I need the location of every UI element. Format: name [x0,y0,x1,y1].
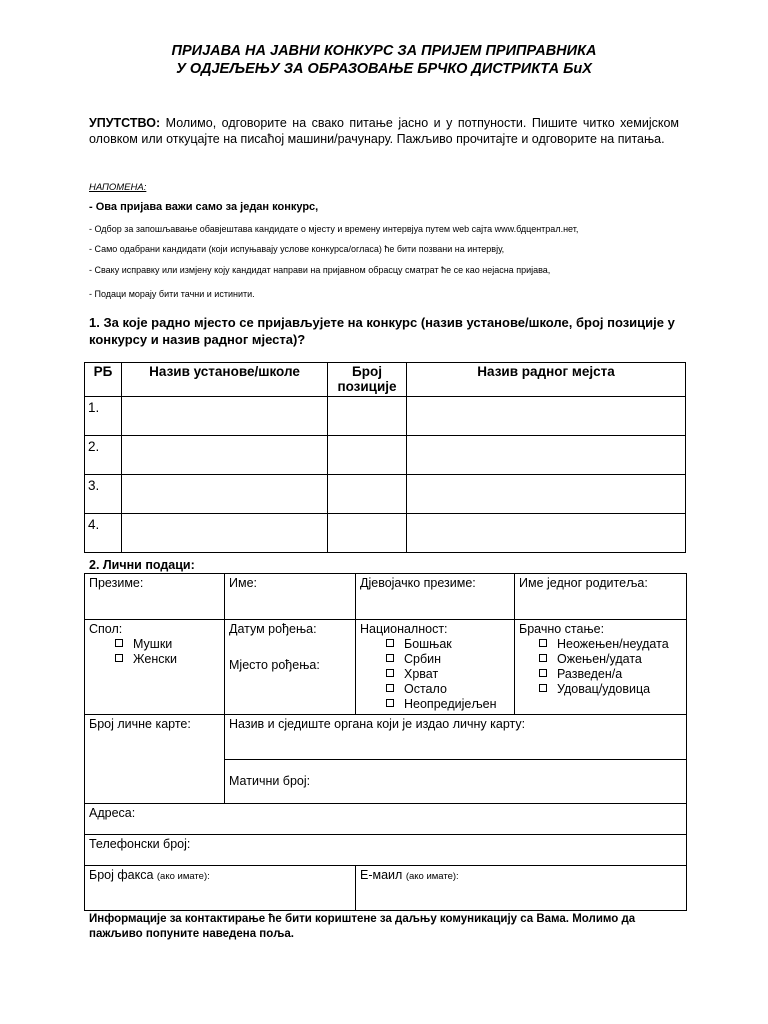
name-label: Име: [229,576,258,590]
jmbg-label: Матични број: [229,774,311,788]
instructions-label: УПУТСТВО: [89,116,161,130]
table-row [85,436,686,475]
personal-data-table [84,573,687,911]
address-field[interactable] [85,804,687,835]
marital-option[interactable] [519,682,682,697]
row-number: 2. [85,436,122,475]
name-field[interactable] [225,574,356,620]
col-header-job-title: Назив радног мејста [407,363,686,397]
marital-option[interactable] [519,637,682,652]
parent-name-label: Име једног родитеља: [519,576,648,590]
fax-field[interactable] [85,866,356,911]
institution-cell[interactable] [122,397,328,436]
email-field[interactable] [356,866,687,911]
checkbox[interactable] [539,684,547,692]
note-line-4: - Сваку исправку или измјену коју кандидат направи на пријавном обрасцу сматрат ће се као нејасна пријава, [89,265,551,275]
col-header-position-no: Број позиције [328,363,407,397]
nationality-option[interactable] [360,682,510,697]
nationality-option[interactable] [360,697,510,712]
checkbox[interactable] [386,699,394,707]
option-label: Разведен/а [557,667,623,681]
surname-label: Презиме: [89,576,144,590]
address-label: Адреса: [89,806,136,820]
job-title-cell[interactable] [407,475,686,514]
institution-cell[interactable] [122,436,328,475]
birth-date-label: Датум рођења: [229,622,317,636]
birth-place-label: Мјесто рођења: [229,658,320,672]
institution-cell[interactable] [122,514,328,553]
row-number: 3. [85,475,122,514]
note-line-2: - Одбор за запошљавање обавјештава кандидате о мјесту и времену интервјуа путем web сајта www.бдцентрал.нет, [89,224,579,234]
option-label: Србин [404,652,442,666]
checkbox[interactable] [539,669,547,677]
email-note: (ако имате): [405,871,459,882]
position-table [84,362,686,553]
institution-cell[interactable] [122,475,328,514]
nationality-option[interactable] [360,637,510,652]
position-no-cell[interactable] [328,475,407,514]
surname-field[interactable] [85,574,225,620]
nationality-option[interactable] [360,667,510,682]
note-line-3: - Само одабрани кандидати (који испуњавају услове конкурса/огласа) ће бити позвани на интервју, [89,244,505,254]
option-label: Бошњак [404,637,452,651]
question-2-heading: 2. Лични подаци: [89,558,195,572]
option-label: Остало [404,682,447,696]
fax-label: Број факса [89,868,154,882]
fax-note: (ако имате): [156,871,210,882]
note-line-1: - Ова пријава важи само за један конкурс, [89,201,319,213]
checkbox[interactable] [386,684,394,692]
phone-label: Телефонски број: [89,837,191,851]
instructions-text: Молимо, одговорите на свако питање јасно и у потпуности. Пишите читко хемијском оловком или откуцајте на писаћој машини/рачунару. Пажљиво прочитајте и одговорите на питања. [89,116,679,146]
col-header-rb: РБ [85,363,122,397]
marital-option[interactable] [519,652,682,667]
email-label: Е-маил [360,868,403,882]
option-label: Женски [133,652,177,666]
job-title-cell[interactable] [407,397,686,436]
checkbox[interactable] [115,654,123,662]
nationality-option[interactable] [360,652,510,667]
sex-field [85,620,225,715]
id-card-label: Број личне карте: [89,717,191,731]
checkbox[interactable] [539,639,547,647]
phone-field[interactable] [85,835,687,866]
id-card-field[interactable] [85,715,225,804]
option-label: Удовац/удовица [557,682,651,696]
maiden-name-label: Дјевојачко презиме: [360,576,476,590]
checkbox[interactable] [115,639,123,647]
nationality-field [356,620,515,715]
title-line-2: У ОДЈЕЉЕЊУ ЗА ОБРАЗОВАЊЕ БРЧКО ДИСТРИКТА БиХ [176,61,592,77]
option-label: Ожењен/удата [557,652,642,666]
nationality-label: Националност: [360,622,448,636]
table-row [85,514,686,553]
note-heading: НАПОМЕНА: [89,182,147,193]
contact-info-note: Информације за контактирање ће бити кориштене за даљњу комуникацију са Вама. Молимо да пажљиво попуните наведена поља. [89,913,636,940]
job-title-cell[interactable] [407,514,686,553]
job-title-cell[interactable] [407,436,686,475]
maiden-name-field[interactable] [356,574,515,620]
marital-option[interactable] [519,667,682,682]
title-line-1: ПРИЈАВА НА ЈАВНИ КОНКУРС ЗА ПРИЈЕМ ПРИПРАВНИКА [171,43,597,59]
option-label: Неожењен/неудата [557,637,669,651]
issuer-field[interactable] [225,715,687,760]
row-number: 4. [85,514,122,553]
issuer-label: Назив и сједиште органа који је издао личну карту: [229,717,526,731]
checkbox[interactable] [539,654,547,662]
table-row [85,475,686,514]
checkbox[interactable] [386,639,394,647]
sex-option-female[interactable] [89,652,220,667]
note-line-5: - Подаци морају бити тачни и истинити. [89,289,255,299]
checkbox[interactable] [386,654,394,662]
row-number: 1. [85,397,122,436]
checkbox[interactable] [386,669,394,677]
instructions [89,115,679,147]
marital-label: Брачно стање: [519,622,605,636]
question-1: 1. За које радно мјесто се пријављујете на конкурс (назив установе/школе, број позиције у конкурсу и назив радног мјеста)? [89,315,675,347]
col-header-institution: Назив установе/школе [122,363,328,397]
position-no-cell[interactable] [328,514,407,553]
form-title [0,42,768,78]
parent-name-field[interactable] [515,574,687,620]
option-label: Неопредијељен [404,697,497,711]
option-label: Мушки [133,637,173,651]
sex-label: Спол: [89,622,123,636]
position-no-cell[interactable] [328,436,407,475]
jmbg-field[interactable] [225,760,687,804]
table-row [85,397,686,436]
sex-option-male[interactable] [89,637,220,652]
table-header-row [85,363,686,397]
birth-field[interactable] [225,620,356,715]
position-no-cell[interactable] [328,397,407,436]
option-label: Хрват [404,667,439,681]
marital-field [515,620,687,715]
